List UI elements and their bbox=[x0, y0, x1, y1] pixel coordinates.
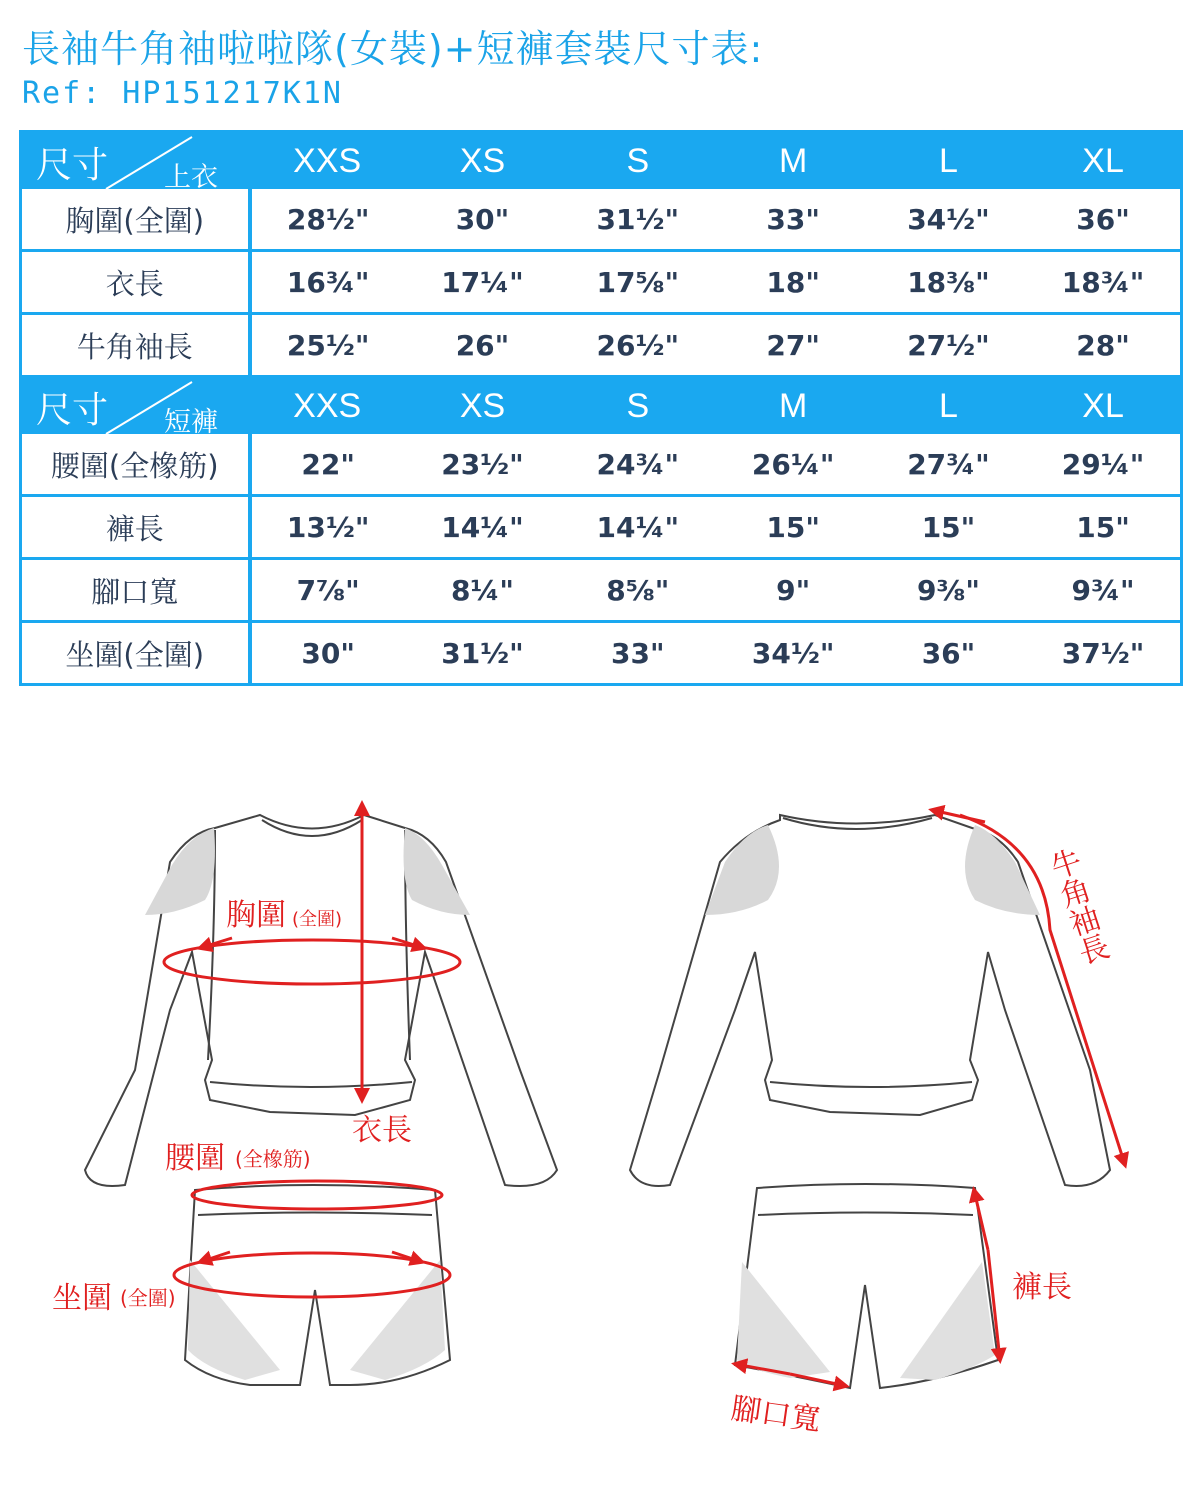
size-header: XXS bbox=[250, 132, 405, 190]
corner-top-label: 上衣 bbox=[164, 162, 218, 192]
top-corner-cell bbox=[21, 132, 250, 190]
size-value: 33" bbox=[611, 636, 665, 670]
size-table bbox=[19, 130, 1183, 686]
size-value: 7⅞" bbox=[250, 559, 405, 622]
size-value: 17¼" bbox=[405, 251, 560, 314]
sleeve-annotation: 牛角袖長 bbox=[1041, 844, 1112, 970]
size-value: 23½" bbox=[405, 434, 560, 496]
row-label: 腳口寬 bbox=[21, 559, 250, 622]
size-value: 9¾" bbox=[1026, 559, 1181, 622]
size-value: 8⅝" bbox=[560, 559, 715, 622]
waist-annotation: 腰圍 bbox=[165, 1141, 225, 1176]
page-title: 長袖牛角袖啦啦隊(女裝)+短褲套裝尺寸表: bbox=[22, 27, 764, 71]
size-header: XL bbox=[1026, 132, 1181, 190]
size-value: 24¾" bbox=[560, 434, 715, 496]
size-value: 30" bbox=[405, 189, 560, 251]
size-value: 18⅜" bbox=[871, 251, 1026, 314]
table-row bbox=[21, 251, 1182, 314]
size-value: 9" bbox=[715, 559, 870, 622]
size-value: 31½" bbox=[560, 189, 715, 251]
size-value: 13½" bbox=[250, 496, 405, 559]
table-row bbox=[21, 434, 1182, 496]
bottom-header-row bbox=[21, 377, 1182, 435]
size-header: XXS bbox=[250, 377, 405, 435]
size-value: 37½" bbox=[1061, 636, 1145, 670]
size-header: XL bbox=[1026, 377, 1181, 435]
size-value: 27" bbox=[715, 314, 870, 377]
size-value: 15" bbox=[871, 496, 1026, 559]
size-value: 28½" bbox=[250, 189, 405, 251]
garment-diagram bbox=[0, 770, 1200, 1490]
size-header: XS bbox=[405, 377, 560, 435]
size-header: L bbox=[871, 132, 1026, 190]
size-header: S bbox=[560, 132, 715, 190]
size-header: XS bbox=[405, 132, 560, 190]
size-value: 15" bbox=[1026, 496, 1181, 559]
size-value: 18¾" bbox=[1026, 251, 1181, 314]
size-header: S bbox=[560, 377, 715, 435]
size-header: M bbox=[715, 132, 870, 190]
size-value: 27½" bbox=[871, 314, 1026, 377]
size-header: L bbox=[871, 377, 1026, 435]
size-value: 36" bbox=[921, 636, 976, 670]
hip-annotation: 坐圍 bbox=[52, 1281, 112, 1316]
size-value: 34½" bbox=[751, 636, 835, 670]
reference-code: Ref: HP151217K1N bbox=[22, 76, 343, 111]
row-label: 坐圍(全圍) bbox=[21, 622, 250, 685]
size-value: 25½" bbox=[250, 314, 405, 377]
table-row bbox=[21, 314, 1182, 377]
corner-size-label: 尺寸 bbox=[36, 389, 109, 430]
length-annotation: 衣長 bbox=[352, 1113, 412, 1148]
size-value: 26" bbox=[405, 314, 560, 377]
size-value: 8¼" bbox=[405, 559, 560, 622]
size-value: 16¾" bbox=[250, 251, 405, 314]
front-top-sketch bbox=[85, 815, 557, 1186]
corner-bottom-label: 短褲 bbox=[164, 407, 218, 437]
size-value: 26½" bbox=[560, 314, 715, 377]
size-value: 22" bbox=[250, 434, 405, 496]
size-value: 31½" bbox=[441, 636, 524, 670]
corner-size-label: 尺寸 bbox=[36, 144, 109, 185]
size-value: 14¼" bbox=[405, 496, 560, 559]
chest-annotation: 胸圍 bbox=[226, 898, 286, 933]
top-header-row bbox=[21, 132, 1182, 190]
size-value: 15" bbox=[715, 496, 870, 559]
size-value: 14¼" bbox=[560, 496, 715, 559]
row-label: 褲長 bbox=[21, 496, 250, 559]
back-top-sketch bbox=[630, 815, 1110, 1186]
table-row bbox=[21, 622, 1182, 685]
table-row bbox=[21, 559, 1182, 622]
row-label: 牛角袖長 bbox=[21, 314, 250, 377]
size-value: 28" bbox=[1026, 314, 1181, 377]
table-row bbox=[21, 496, 1182, 559]
table-row bbox=[21, 189, 1182, 251]
size-value: 9⅜" bbox=[871, 559, 1026, 622]
row-label: 腰圍(全橡筋) bbox=[21, 434, 250, 496]
size-value: 29¼" bbox=[1026, 434, 1181, 496]
chest-note: (全圍) bbox=[292, 909, 343, 930]
size-header: M bbox=[715, 377, 870, 435]
size-value: 34½" bbox=[871, 189, 1026, 251]
size-value: 18" bbox=[715, 251, 870, 314]
bottom-corner-cell bbox=[21, 377, 250, 435]
size-value: 27¾" bbox=[871, 434, 1026, 496]
leg-opening-annotation: 腳口寬 bbox=[728, 1391, 823, 1439]
size-value: 33" bbox=[715, 189, 870, 251]
row-label: 胸圍(全圍) bbox=[21, 189, 250, 251]
size-value: 36" bbox=[1026, 189, 1181, 251]
hip-note: (全圍) bbox=[120, 1286, 176, 1310]
waist-note: (全橡筋) bbox=[235, 1147, 311, 1171]
size-value: 17⅝" bbox=[560, 251, 715, 314]
pants-length-annotation: 褲長 bbox=[1012, 1270, 1072, 1305]
size-value: 30" bbox=[301, 636, 355, 670]
row-label: 衣長 bbox=[21, 251, 250, 314]
size-value: 26¼" bbox=[715, 434, 870, 496]
